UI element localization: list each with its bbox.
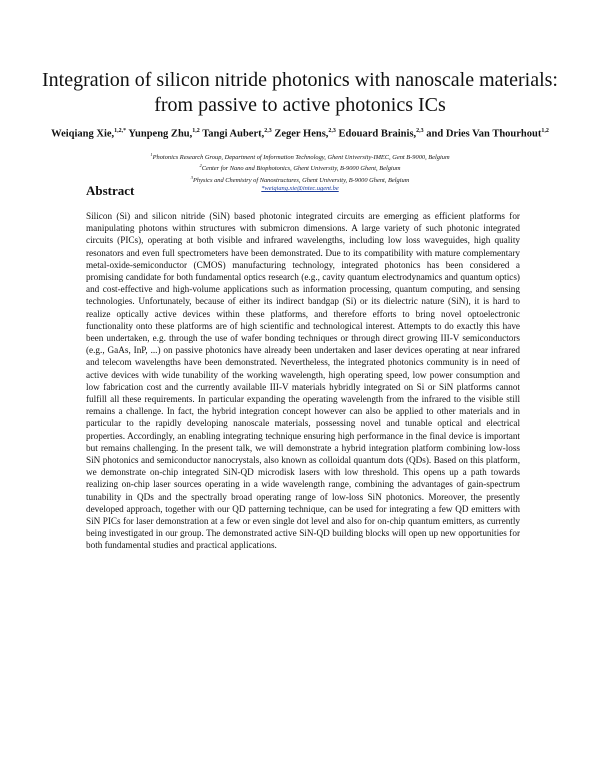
author-name: Edouard Brainis,	[338, 128, 417, 140]
author-name: Tangi Aubert,	[202, 128, 265, 140]
affiliation-line	[60, 162, 540, 173]
author-affiliation-marker: 2,3	[328, 128, 336, 134]
affiliation-text: Photonics Research Group, Department of Information Technology, Ghent University-IMEC, Gent B-9000, Belgium	[152, 154, 450, 162]
affiliation-marker: 1	[150, 152, 153, 157]
paper-title-line-2: from passive to active photonics ICs	[154, 94, 446, 116]
author-affiliation-marker: 1,2	[541, 128, 549, 134]
affiliation-marker: 3	[190, 174, 193, 180]
author-list	[50, 125, 550, 141]
paper-title	[40, 68, 560, 118]
affiliation-line	[60, 151, 540, 162]
author-name: Zeger Hens,	[274, 128, 329, 140]
affiliation-text: Center for Nano and Biophotonics, Ghent University, B-9000 Ghent, Belgium	[201, 165, 401, 173]
paper-title-line-1: Integration of silicon nitride photonics with nanoscale materials:	[42, 69, 558, 91]
author-name: Yunpeng Zhu,	[128, 128, 193, 140]
affiliation-text: Physics and Chemistry of Nanostructures, Ghent University, B-9000 Ghent, Belgium	[192, 176, 410, 184]
author-affiliation-marker: 1,2,*	[114, 128, 127, 134]
abstract-heading: Abstract	[86, 183, 135, 198]
abstract-body: Silicon (Si) and silicon nitride (SiN) based photonic integrated circuits are emerging as efficient platforms for manipulating photons within structures with submicron dimensions. A large variety of such photonic integrated circuits (PICs), operating at both visible and infrared wavelengths, including low loss waveguides, high quality resonators and even full spectrometers have been demonstrated. Due to its compatibility with mature complementary metal-oxide-semiconductor (CMOS) manufacturing technology, integrated photonics has been considered a promising candidate for both fundamental optics research (e.g., cavity quantum electrodynamics and quantum optics) and cost-effective and high-volume applications such as information processing, quantum computing, and sensing technologies. Unfortunately, because of either its indirect bandgap (Si) or its dielectric nature (SiN), it is hard to realize optically active devices within these platforms, and therefore efforts to bring novel optoelectronic functionality onto these platforms are of high scientific and technological interest. Attempts to do exactly this have been undertaken, e.g. through the use of wafer bonding techniques or through direct growing III-V semiconductors (e.g., GaAs, InP, ...) on passive photonics have already been undertaken and laser devices operating at near infrared and telecom wavelengths have been demonstrated. Nevertheless, the integrated photonics community is in need of active devices with wide tunability of the working wavelength, high operating speed, low power consumption and low fabrication cost and the currently available III-V materials hybridly integrated on Si or SiN platforms cannot fulfill all these requirements. In particular expanding the operating wavelength from the infrared to the visible still remains a challenge. In fact, the hybrid integration concept however can also be applied to other materials and in particular to the rapidly developing nanoscale materials, possessing novel and tunable optical and electrical properties. Accordingly, an enabling integrating technique ensuring high performance in the final device is important but remains challenging. In the present talk, we will demonstrate a hybrid integration platform combining low-loss SiN photonics and semiconductor nanocrystals, also known as colloidal quantum dots (QDs). Based on this platform, we demonstrate on-chip integrated SiN-QD microdisk lasers with low threshold. This opens up a path towards realizing on-chip laser sources operating in a wide wavelength range, combining the advantages of gain-spectrum tunability in QDs and the spectrally broad operating range of low-loss SiN photonics. Moreover, the presently developed approach, together with our QD patterning technique, can be used for integrating a few QD emitters with SiN PICs for laser demonstration at a few or even single dot level and also for on-chip quantum emitters, as currently being investigated in our group. The demonstrated active SiN-QD building blocks will open up new opportunities for both fundamental studies and practical applications.	[86, 211, 520, 551]
author-affiliation-marker: 2,3	[416, 128, 424, 134]
corresponding-email-link[interactable]: *weiqiang.xie@intec.ugent.be	[261, 184, 339, 192]
affiliation-marker: 2	[199, 163, 202, 169]
author-affiliation-marker: 2,3	[264, 128, 272, 134]
author-affiliation-marker: 1,2	[192, 128, 200, 134]
author-name: Weiqiang Xie,	[51, 128, 115, 140]
author-name: and Dries Van Thourhout	[426, 128, 542, 140]
